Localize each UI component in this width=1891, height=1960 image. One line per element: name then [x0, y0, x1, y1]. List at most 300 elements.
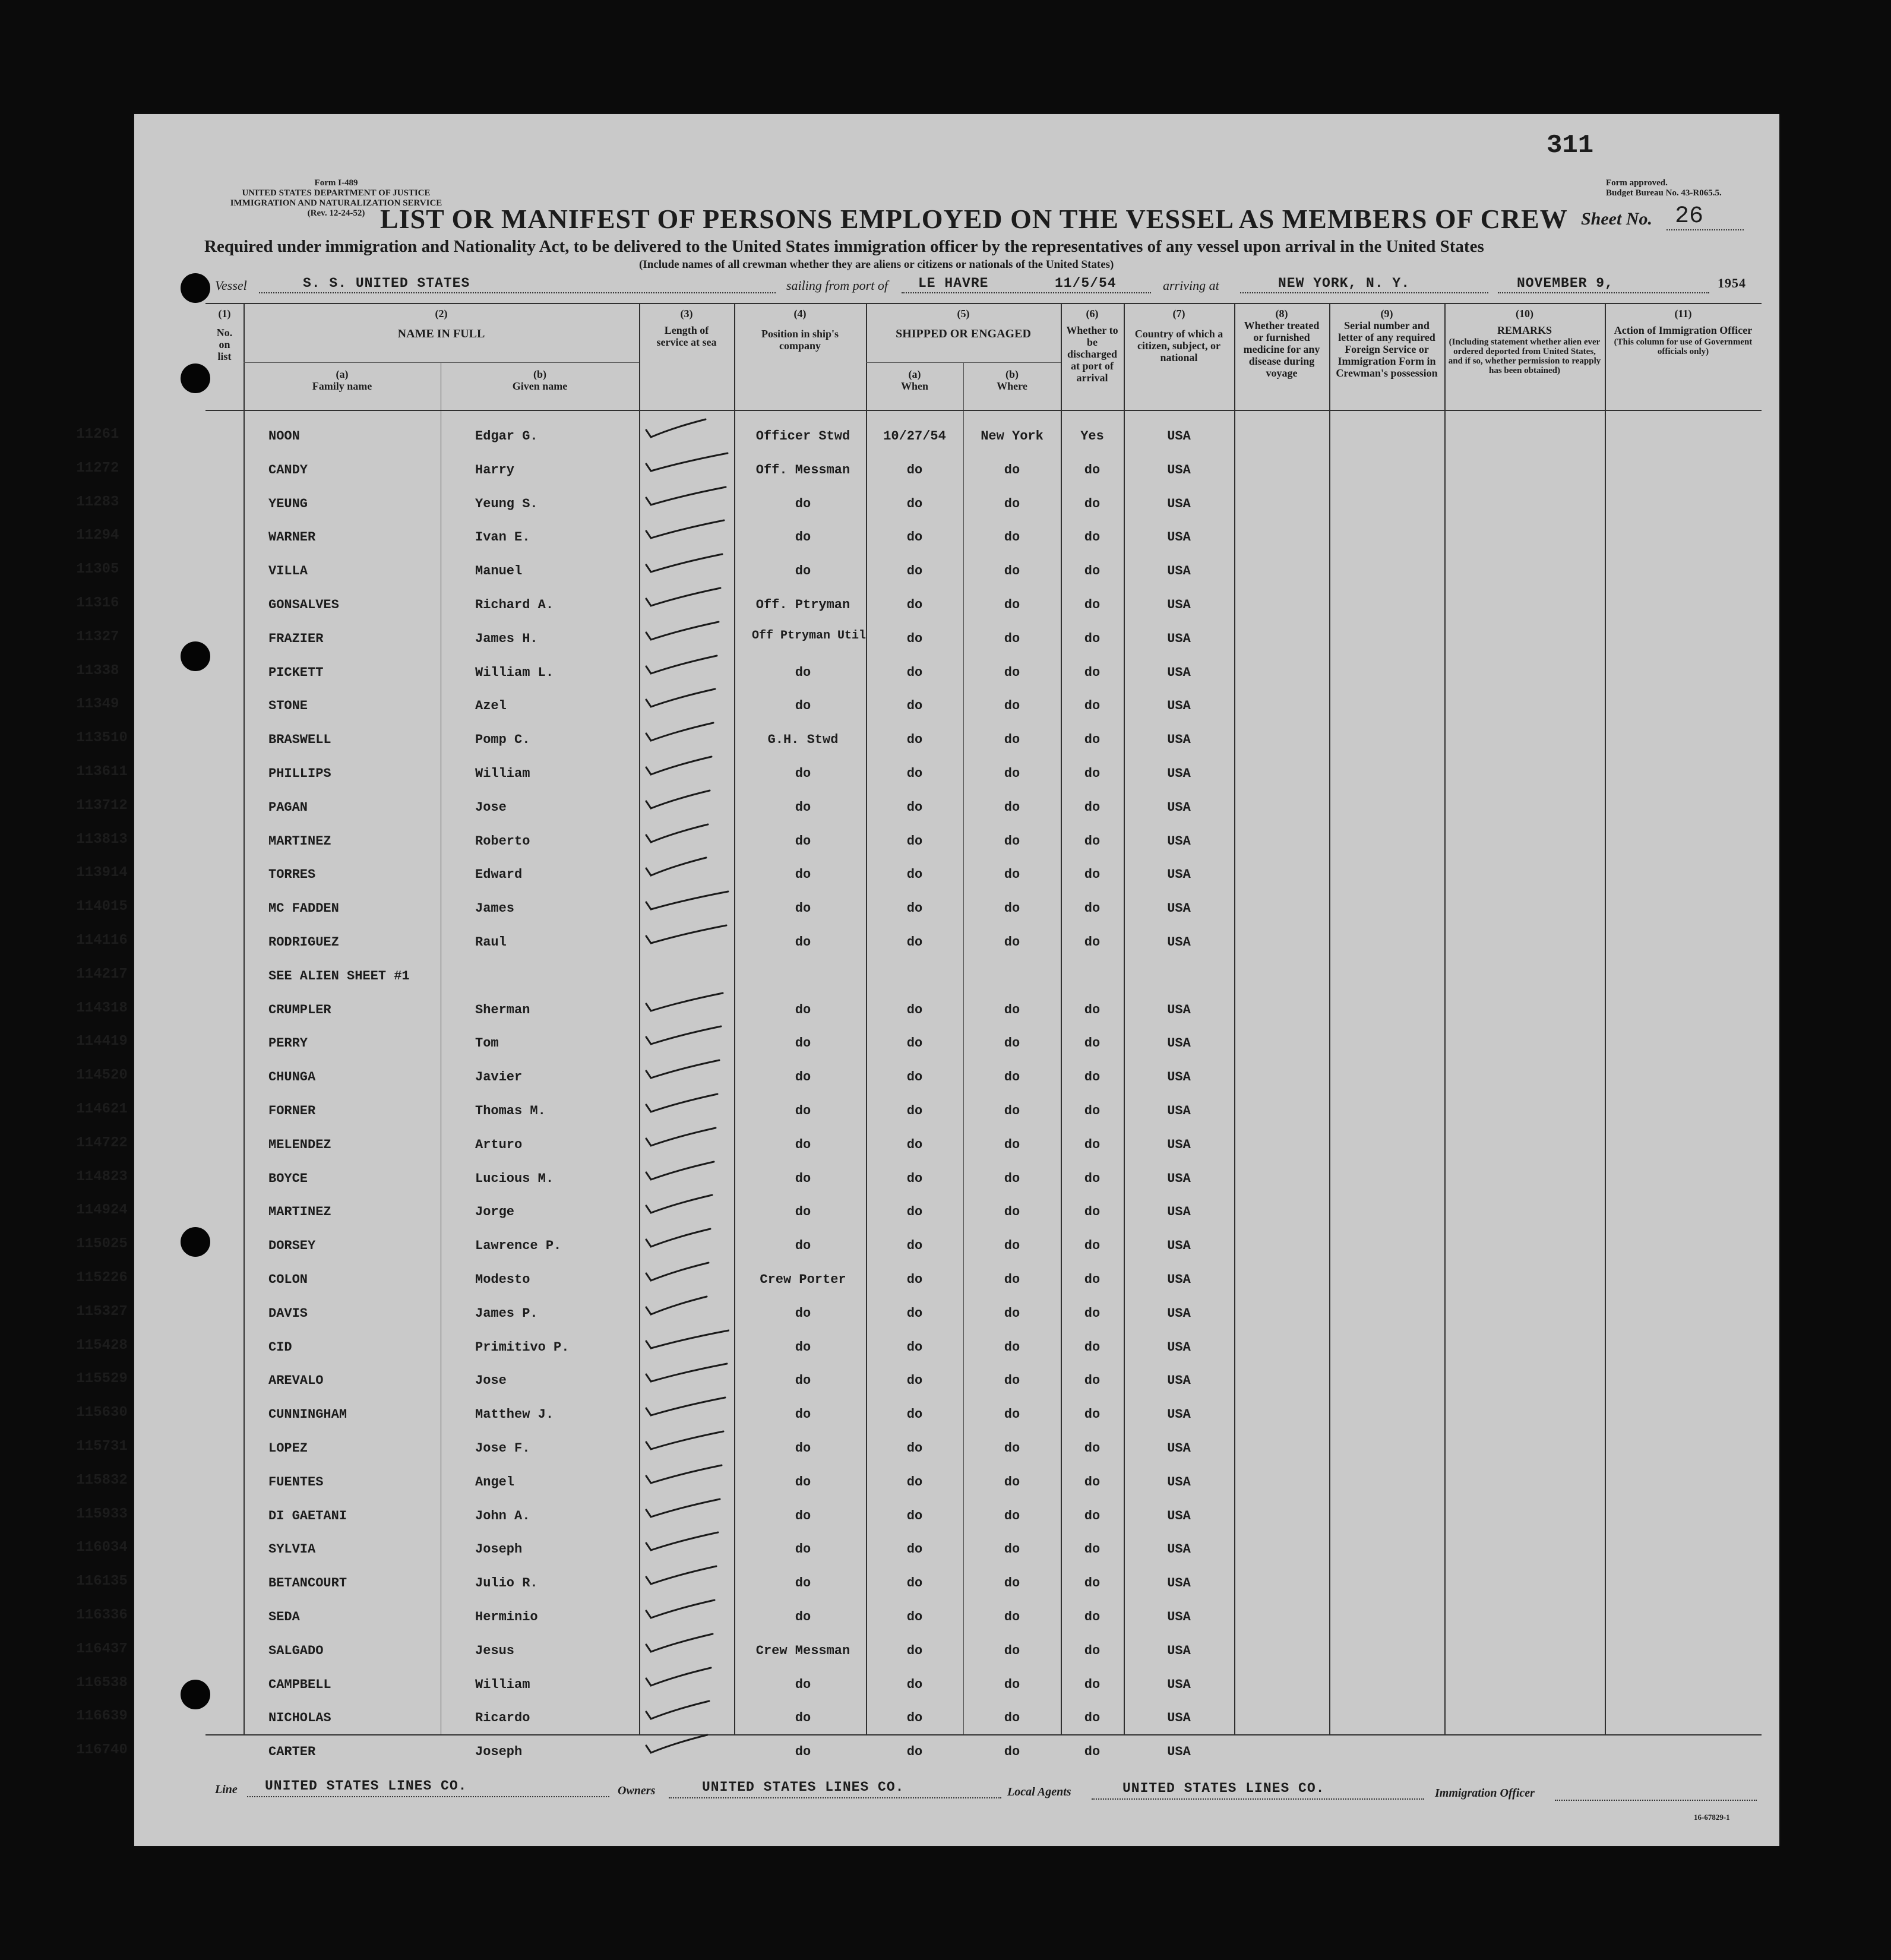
row-number: 38	[110, 1674, 128, 1691]
given-name: Azel	[475, 698, 507, 714]
family-name: SEDA	[268, 1610, 300, 1624]
discharged: do	[1084, 564, 1101, 579]
row-number: 24	[110, 1202, 128, 1219]
given-name: Lawrence P.	[475, 1238, 562, 1254]
position: do	[795, 1339, 811, 1355]
given-name: Jose	[475, 1373, 507, 1389]
given-name: Primitivo P.	[475, 1339, 570, 1355]
row-number: 12	[110, 797, 128, 814]
discharged: do	[1084, 1002, 1101, 1017]
row-serial: 1132	[76, 628, 110, 645]
position: G.H. Stwd	[767, 732, 839, 748]
check-mark-icon	[640, 1020, 729, 1050]
country: USA	[1167, 1441, 1191, 1456]
form-revision: (Rev. 12-24-52)	[307, 208, 365, 218]
discharged: do	[1084, 1171, 1101, 1186]
given-name: Jesus	[475, 1643, 515, 1658]
given-name: Raul	[475, 935, 507, 950]
shipped-when: do	[906, 1205, 923, 1220]
given-name: Modesto	[475, 1272, 530, 1287]
row-serial: 1155	[76, 1371, 110, 1387]
discharged: do	[1084, 1070, 1101, 1085]
country: USA	[1167, 901, 1191, 916]
shipped-when: do	[906, 1407, 923, 1422]
shipped-when: do	[906, 462, 923, 478]
country: USA	[1167, 1542, 1191, 1557]
row-serial: 1141	[76, 932, 110, 949]
shipped-where: do	[1004, 698, 1020, 714]
agents-label: Local Agents	[1007, 1785, 1071, 1798]
arrival-year: 1954	[1718, 276, 1746, 290]
row-serial: 1154	[76, 1337, 110, 1354]
position: do	[795, 1441, 811, 1456]
position: Off Ptryman Util	[752, 628, 867, 643]
given-name: Joseph	[475, 1542, 523, 1557]
row-serial: 1134	[76, 696, 110, 713]
row-serial: 1157	[76, 1439, 110, 1455]
country: USA	[1167, 1272, 1191, 1287]
row-number: 28	[110, 1337, 128, 1354]
punch-hole	[181, 363, 210, 393]
discharged: do	[1084, 867, 1101, 883]
col-position-header: (4) Position in ship's company	[761, 308, 839, 352]
country: USA	[1167, 935, 1191, 950]
shipped-where: do	[1004, 1137, 1020, 1152]
page-number: 311	[1547, 131, 1594, 160]
shipped-where: do	[1004, 1070, 1020, 1085]
form-service: IMMIGRATION AND NATURALIZATION SERVICE	[230, 198, 442, 208]
row-number: 9	[110, 696, 119, 713]
country: USA	[1167, 1576, 1191, 1591]
given-name: Yeung S.	[475, 496, 538, 511]
country: USA	[1167, 1711, 1191, 1726]
position: Crew Messman	[755, 1643, 850, 1658]
shipped-when: do	[906, 1576, 923, 1591]
position: do	[795, 1070, 811, 1085]
row-number: 13	[110, 831, 128, 848]
discharged: do	[1084, 698, 1101, 714]
shipped-where: do	[1004, 631, 1020, 646]
row-number: 31	[110, 1439, 128, 1455]
shipped-where: do	[1004, 1305, 1020, 1321]
shipped-where: do	[1004, 1407, 1020, 1422]
row-serial: 1158	[76, 1472, 110, 1488]
row-number: 27	[110, 1303, 128, 1320]
row-number: 23	[110, 1168, 128, 1185]
discharged: do	[1084, 1711, 1101, 1726]
row-number: 29	[110, 1371, 128, 1387]
family-name: CARTER	[268, 1744, 316, 1760]
country: USA	[1167, 1744, 1191, 1760]
position: do	[795, 496, 811, 511]
position: do	[795, 935, 811, 950]
check-mark-icon	[640, 919, 729, 949]
row-number: 7	[110, 628, 119, 645]
given-name: Harry	[475, 462, 515, 478]
row-serial: 1135	[76, 730, 110, 747]
discharged: do	[1084, 1205, 1101, 1220]
position: Crew Porter	[760, 1272, 846, 1287]
given-name: Roberto	[475, 833, 530, 849]
form-code: 16-67829-1	[1694, 1813, 1730, 1822]
check-mark-icon	[640, 1088, 729, 1118]
shipped-where: do	[1004, 1744, 1020, 1760]
position: do	[795, 1305, 811, 1321]
discharged: Yes	[1080, 429, 1104, 444]
row-number: 2	[110, 460, 119, 476]
row-number: 36	[110, 1607, 128, 1623]
shipped-when: do	[906, 1508, 923, 1523]
given-name: Javier	[475, 1070, 523, 1085]
shipped-where: do	[1004, 1643, 1020, 1658]
position: do	[795, 1238, 811, 1254]
line-company: UNITED STATES LINES CO.	[265, 1778, 467, 1794]
shipped-when: do	[906, 732, 923, 748]
family-name: BRASWELL	[268, 732, 331, 748]
row-serial: 1153	[76, 1303, 110, 1320]
row-number: 19	[110, 1033, 128, 1050]
check-mark-icon	[640, 1526, 729, 1556]
given-name: Thomas M.	[475, 1104, 546, 1118]
shipped-where: do	[1004, 665, 1020, 680]
row-serial: 1139	[76, 865, 110, 881]
row-serial: 1165	[76, 1674, 110, 1691]
col-action-header: (11) Action of Immigration Officer (This column for use of Government officials only)	[1614, 308, 1753, 356]
country: USA	[1167, 631, 1191, 646]
vessel-label: Vessel	[215, 278, 247, 293]
check-mark-icon	[640, 481, 729, 511]
shipped-where: do	[1004, 462, 1020, 478]
row-number: 40	[110, 1742, 128, 1759]
form-approval	[1606, 178, 1722, 198]
shipped-when: do	[906, 1677, 923, 1692]
family-name: MELENDEZ	[268, 1137, 331, 1152]
check-mark-icon	[640, 582, 729, 612]
shipped-where: do	[1004, 1441, 1020, 1456]
discharged: do	[1084, 732, 1101, 748]
sailing-date: 11/5/54	[1055, 276, 1117, 291]
given-name: Jose F.	[475, 1441, 530, 1456]
given-name: Julio R.	[475, 1576, 538, 1591]
check-mark-icon	[640, 650, 729, 679]
discharged: do	[1084, 935, 1101, 950]
row-serial: 1150	[76, 1236, 110, 1253]
shipped-when: do	[906, 1171, 923, 1186]
discharged: do	[1084, 1373, 1101, 1389]
shipped-when: do	[906, 631, 923, 646]
family-name: TORRES	[268, 867, 316, 883]
position: do	[795, 530, 811, 545]
shipped-where: do	[1004, 496, 1020, 511]
check-mark-icon	[640, 1662, 729, 1692]
country: USA	[1167, 598, 1191, 612]
shipped-when: do	[906, 799, 923, 815]
row-number: 32	[110, 1472, 128, 1488]
punch-hole	[181, 1227, 210, 1257]
row-number: 14	[110, 865, 128, 881]
col-when-header: (a) When	[900, 368, 928, 392]
shipped-where: do	[1004, 1711, 1020, 1726]
shipped-when: do	[906, 1238, 923, 1254]
check-mark-icon	[640, 1156, 729, 1186]
vessel-name: S. S. UNITED STATES	[303, 276, 470, 291]
check-mark-icon	[640, 987, 729, 1017]
position: do	[795, 1104, 811, 1118]
col-serial-header: (9) Serial number and letter of any required Foreign Service or Immigration Form in Crewman's possession	[1336, 308, 1438, 379]
check-mark-icon	[640, 1257, 729, 1286]
country: USA	[1167, 1137, 1191, 1152]
given-name: James H.	[475, 631, 538, 646]
discharged: do	[1084, 1744, 1101, 1760]
shipped-where: do	[1004, 1474, 1020, 1490]
country: USA	[1167, 665, 1191, 680]
position: do	[795, 901, 811, 916]
check-mark-icon	[640, 1560, 729, 1590]
shipped-where: do	[1004, 867, 1020, 883]
family-name: STONE	[268, 698, 308, 714]
row-number: 3	[110, 494, 119, 510]
family-name: BOYCE	[268, 1171, 308, 1186]
shipped-when: do	[906, 1542, 923, 1557]
sheet-number: 26	[1675, 203, 1704, 230]
row-serial: 1133	[76, 662, 110, 679]
family-name: DI GAETANI	[268, 1508, 347, 1523]
row-number: 39	[110, 1708, 128, 1725]
family-name: PICKETT	[268, 665, 324, 680]
given-name: Ivan E.	[475, 530, 530, 545]
shipped-when: do	[906, 1643, 923, 1658]
position: do	[795, 1542, 811, 1557]
position: do	[795, 1677, 811, 1692]
owners-company: UNITED STATES LINES CO.	[702, 1779, 905, 1795]
discharged: do	[1084, 1441, 1101, 1456]
position: do	[795, 1576, 811, 1591]
family-name: CUNNINGHAM	[268, 1407, 347, 1422]
col-discharge-header: (6) Whether to be discharged at port of arrival	[1066, 308, 1118, 384]
shipped-where: do	[1004, 799, 1020, 815]
shipped-when: do	[906, 867, 923, 883]
given-name: Joseph	[475, 1744, 523, 1760]
line-label: Line	[215, 1783, 238, 1796]
row-serial: 1164	[76, 1640, 110, 1657]
given-name: Ricardo	[475, 1711, 530, 1726]
shipped-when: do	[906, 1272, 923, 1287]
check-mark-icon	[640, 1189, 729, 1219]
shipped-when: do	[906, 1441, 923, 1456]
position: do	[795, 1744, 811, 1760]
position: Off. Messman	[755, 462, 850, 478]
row-number: 1	[110, 426, 119, 442]
shipped-where: do	[1004, 530, 1020, 545]
shipped-when: do	[906, 901, 923, 916]
shipped-when: do	[906, 935, 923, 950]
position: Off. Ptryman	[755, 598, 850, 612]
check-mark-icon	[640, 548, 729, 578]
country: USA	[1167, 1171, 1191, 1186]
country: USA	[1167, 462, 1191, 478]
family-name: NOON	[268, 429, 300, 444]
family-name: CHUNGA	[268, 1070, 316, 1085]
family-name: LOPEZ	[268, 1441, 308, 1456]
family-name: MARTINEZ	[268, 1205, 331, 1220]
shipped-when: do	[906, 1339, 923, 1355]
shipped-when: do	[906, 1070, 923, 1085]
arriving-label: arriving at	[1163, 278, 1219, 293]
check-mark-icon	[640, 1729, 729, 1759]
given-name: Edward	[475, 867, 523, 883]
officer-label: Immigration Officer	[1435, 1787, 1535, 1800]
given-name: Arturo	[475, 1137, 523, 1152]
shipped-when: do	[906, 766, 923, 781]
check-mark-icon	[640, 1594, 729, 1624]
shipped-where: do	[1004, 1339, 1020, 1355]
country: USA	[1167, 833, 1191, 849]
check-mark-icon	[640, 1054, 729, 1084]
family-name: YEUNG	[268, 496, 308, 511]
sailing-label: sailing from port of	[786, 278, 888, 293]
country: USA	[1167, 564, 1191, 579]
shipped-where: do	[1004, 1205, 1020, 1220]
given-name: William	[475, 1677, 530, 1692]
shipped-where: do	[1004, 1238, 1020, 1254]
given-name: Herminio	[475, 1610, 538, 1624]
sailing-port: LE HAVRE	[918, 276, 989, 291]
check-mark-icon	[640, 1459, 729, 1489]
punch-hole	[181, 1680, 210, 1709]
family-name: DAVIS	[268, 1305, 308, 1321]
row-number: 35	[110, 1573, 128, 1590]
position: do	[795, 698, 811, 714]
shipped-when: do	[906, 698, 923, 714]
row-serial: 1152	[76, 1270, 110, 1286]
document-title: LIST OR MANIFEST OF PERSONS EMPLOYED ON THE VESSEL AS MEMBERS OF CREW	[380, 204, 1568, 234]
given-name: Richard A.	[475, 598, 554, 612]
family-name: VILLA	[268, 564, 308, 579]
position: do	[795, 1711, 811, 1726]
family-name: GONSALVES	[268, 598, 339, 612]
arrival-date: NOVEMBER 9,	[1517, 276, 1614, 291]
row-number: 33	[110, 1506, 128, 1522]
check-mark-icon	[640, 514, 729, 544]
row-serial: 1167	[76, 1742, 110, 1759]
given-name: Jorge	[475, 1205, 515, 1220]
position: do	[795, 1002, 811, 1017]
position: do	[795, 1036, 811, 1051]
discharged: do	[1084, 1610, 1101, 1624]
country: USA	[1167, 1610, 1191, 1624]
shipped-where: do	[1004, 1272, 1020, 1287]
row-serial: 1143	[76, 1000, 110, 1016]
given-name: Jose	[475, 799, 507, 815]
discharged: do	[1084, 833, 1101, 849]
country: USA	[1167, 698, 1191, 714]
given-name: Matthew J.	[475, 1407, 554, 1422]
country: USA	[1167, 766, 1191, 781]
family-name: PAGAN	[268, 799, 308, 815]
owners-label: Owners	[618, 1784, 656, 1797]
country: USA	[1167, 1238, 1191, 1254]
check-mark-icon	[640, 413, 729, 443]
position: do	[795, 1474, 811, 1490]
country: USA	[1167, 530, 1191, 545]
position: do	[795, 1171, 811, 1186]
family-name: CID	[268, 1339, 292, 1355]
shipped-when: do	[906, 496, 923, 511]
shipped-where: do	[1004, 732, 1020, 748]
position: do	[795, 1610, 811, 1624]
country: USA	[1167, 1339, 1191, 1355]
row-serial: 1146	[76, 1101, 110, 1117]
country: USA	[1167, 1205, 1191, 1220]
check-mark-icon	[640, 683, 729, 713]
document-subtitle: Required under immigration and Nationality Act, to be delivered to the United States immigration officer by the representatives of any vessel upon arrival in the United States	[204, 237, 1484, 256]
col-remarks-header: (10) REMARKS (Including statement whether alien ever ordered deported from United States, and if so, whether permission to reapply has been obtained)	[1448, 308, 1601, 375]
row-serial: 1136	[76, 764, 110, 780]
row-serial: 1163	[76, 1607, 110, 1623]
shipped-where: do	[1004, 935, 1020, 950]
family-name: DORSEY	[268, 1238, 316, 1254]
family-name: CANDY	[268, 462, 308, 478]
given-name: William	[475, 766, 530, 781]
row-serial: 1145	[76, 1067, 110, 1084]
row-number: 26	[110, 1270, 128, 1286]
row-number: 17	[110, 966, 128, 982]
row-number: 37	[110, 1640, 128, 1657]
row-number: 4	[110, 527, 119, 544]
row-serial: 1129	[76, 527, 110, 544]
country: USA	[1167, 867, 1191, 883]
check-mark-icon	[640, 1324, 729, 1354]
row-number: 15	[110, 899, 128, 915]
discharged: do	[1084, 462, 1101, 478]
family-name: MC FADDEN	[268, 901, 339, 916]
row-serial: 1156	[76, 1405, 110, 1421]
family-name: BETANCOURT	[268, 1576, 347, 1591]
row-number: 25	[110, 1236, 128, 1253]
discharged: do	[1084, 766, 1101, 781]
family-name: MARTINEZ	[268, 833, 331, 849]
row-serial: 1126	[76, 426, 110, 442]
row-serial: 1128	[76, 494, 110, 510]
given-name: Lucious M.	[475, 1171, 554, 1186]
discharged: do	[1084, 1305, 1101, 1321]
shipped-when: do	[906, 1744, 923, 1760]
row-serial: 1144	[76, 1033, 110, 1050]
punch-hole	[181, 273, 210, 303]
row-number: 22	[110, 1134, 128, 1151]
given-name: James P.	[475, 1305, 538, 1321]
discharged: do	[1084, 1677, 1101, 1692]
discharged: do	[1084, 1576, 1101, 1591]
col-shipped-header: (5) SHIPPED OR ENGAGED	[896, 308, 1031, 340]
row-serial: 1138	[76, 831, 110, 848]
country: USA	[1167, 732, 1191, 748]
shipped-where: do	[1004, 1373, 1020, 1389]
shipped-where: do	[1004, 901, 1020, 916]
row-number: 21	[110, 1101, 128, 1117]
shipped-when: do	[906, 564, 923, 579]
position: do	[795, 833, 811, 849]
check-mark-icon	[640, 1392, 729, 1421]
shipped-where: do	[1004, 1508, 1020, 1523]
given-name: Angel	[475, 1474, 515, 1490]
arrival-port: NEW YORK, N. Y.	[1278, 276, 1411, 291]
family-name: FUENTES	[268, 1474, 324, 1490]
country: USA	[1167, 1305, 1191, 1321]
discharged: do	[1084, 530, 1101, 545]
shipped-where: do	[1004, 1036, 1020, 1051]
shipped-where: do	[1004, 766, 1020, 781]
